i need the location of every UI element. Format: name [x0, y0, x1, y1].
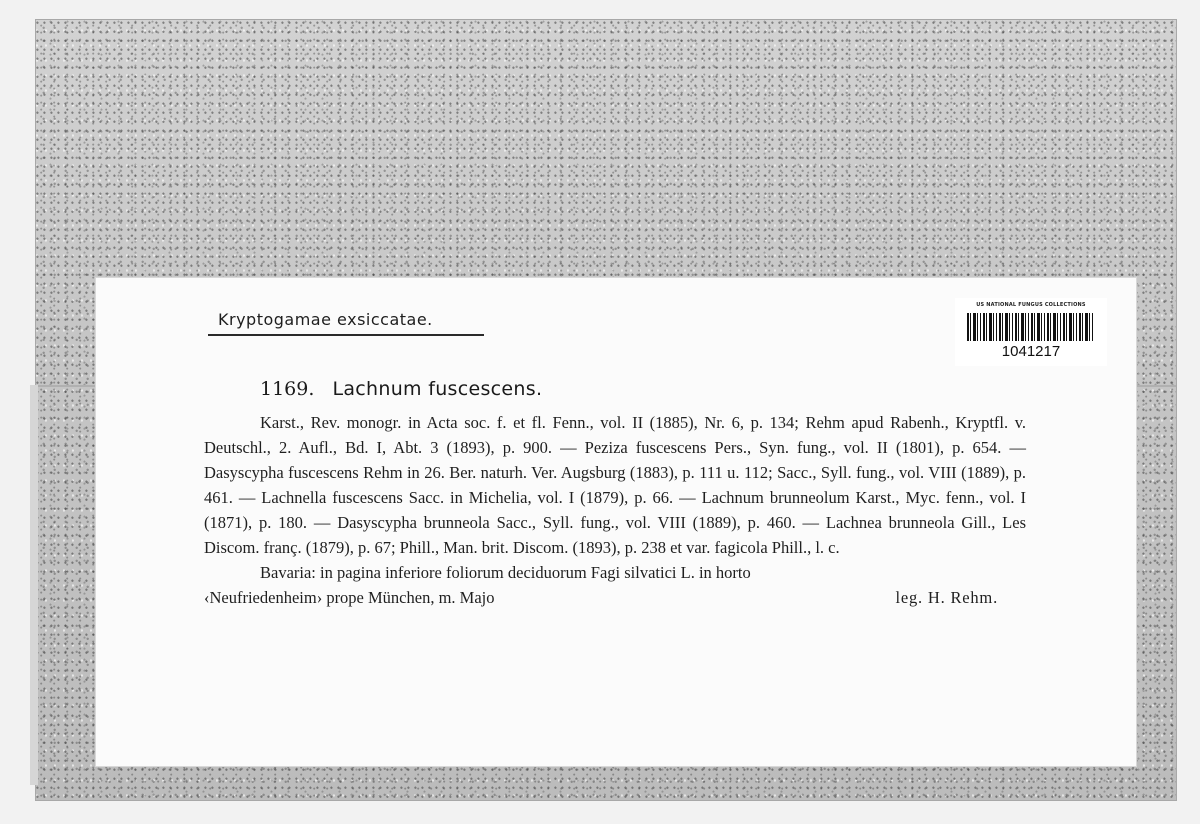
barcode-number: 1041217: [1001, 343, 1061, 360]
barcode-header: US NATIONAL FUNGUS COLLECTIONS: [976, 302, 1086, 308]
locality-place: ‹Neufriedenheim› prope München, m. Majo: [204, 588, 495, 607]
barcode-bars: [967, 313, 1095, 341]
locality-text: Bavaria: in pagina inferiore foliorum deciduorum Fagi silvatici L. in horto: [260, 563, 751, 582]
title-underline: [208, 334, 484, 336]
label-body: [204, 410, 1026, 610]
barcode-sticker: [955, 298, 1107, 366]
synonymy-text: Karst., Rev. monogr. in Acta soc. f. et fl. Fenn., vol. II (1885), Nr. 6, p. 134; Rehm apud Rabenh., Kryptfl. v. Deutschl., 2. Aufl., Bd. I, Abt. 3 (1893), p. 900. — Peziza fuscescens Pers., Syn. fung., vol. II (1801), p. 654. — Dasyscypha fuscescens Rehm in 26. Ber. naturh. Ver. Augsburg (1883), p. 111 u. 112; Sacc., Syll. fung., vol. VIII (1889), p. 461. — Lachnella fuscescens Sacc. in Michelia, vol. I (1879), p. 66. — Lachnum brunneolum Karst., Myc. fenn., vol. I (1871), p. 180. — Dasyscypha brunneola Sacc., Syll. fung., vol. VIII (1889), p. 460. — Lachnea brunneola Gill., Les Discom. franç. (1879), p. 67; Phill., Man. brit. Discom. (1893), p. 238 et var. fagicola Phill., l. c.: [204, 413, 1026, 557]
exsiccata-number: 1169.: [260, 378, 315, 400]
series-title: Kryptogamae exsiccatae.: [218, 310, 433, 329]
locality-continuation: [204, 585, 1026, 610]
species-name: Lachnum fuscescens.: [332, 378, 543, 400]
packet-edge: [30, 385, 38, 785]
species-heading: [260, 378, 542, 400]
collector: leg. H. Rehm.: [895, 588, 998, 607]
